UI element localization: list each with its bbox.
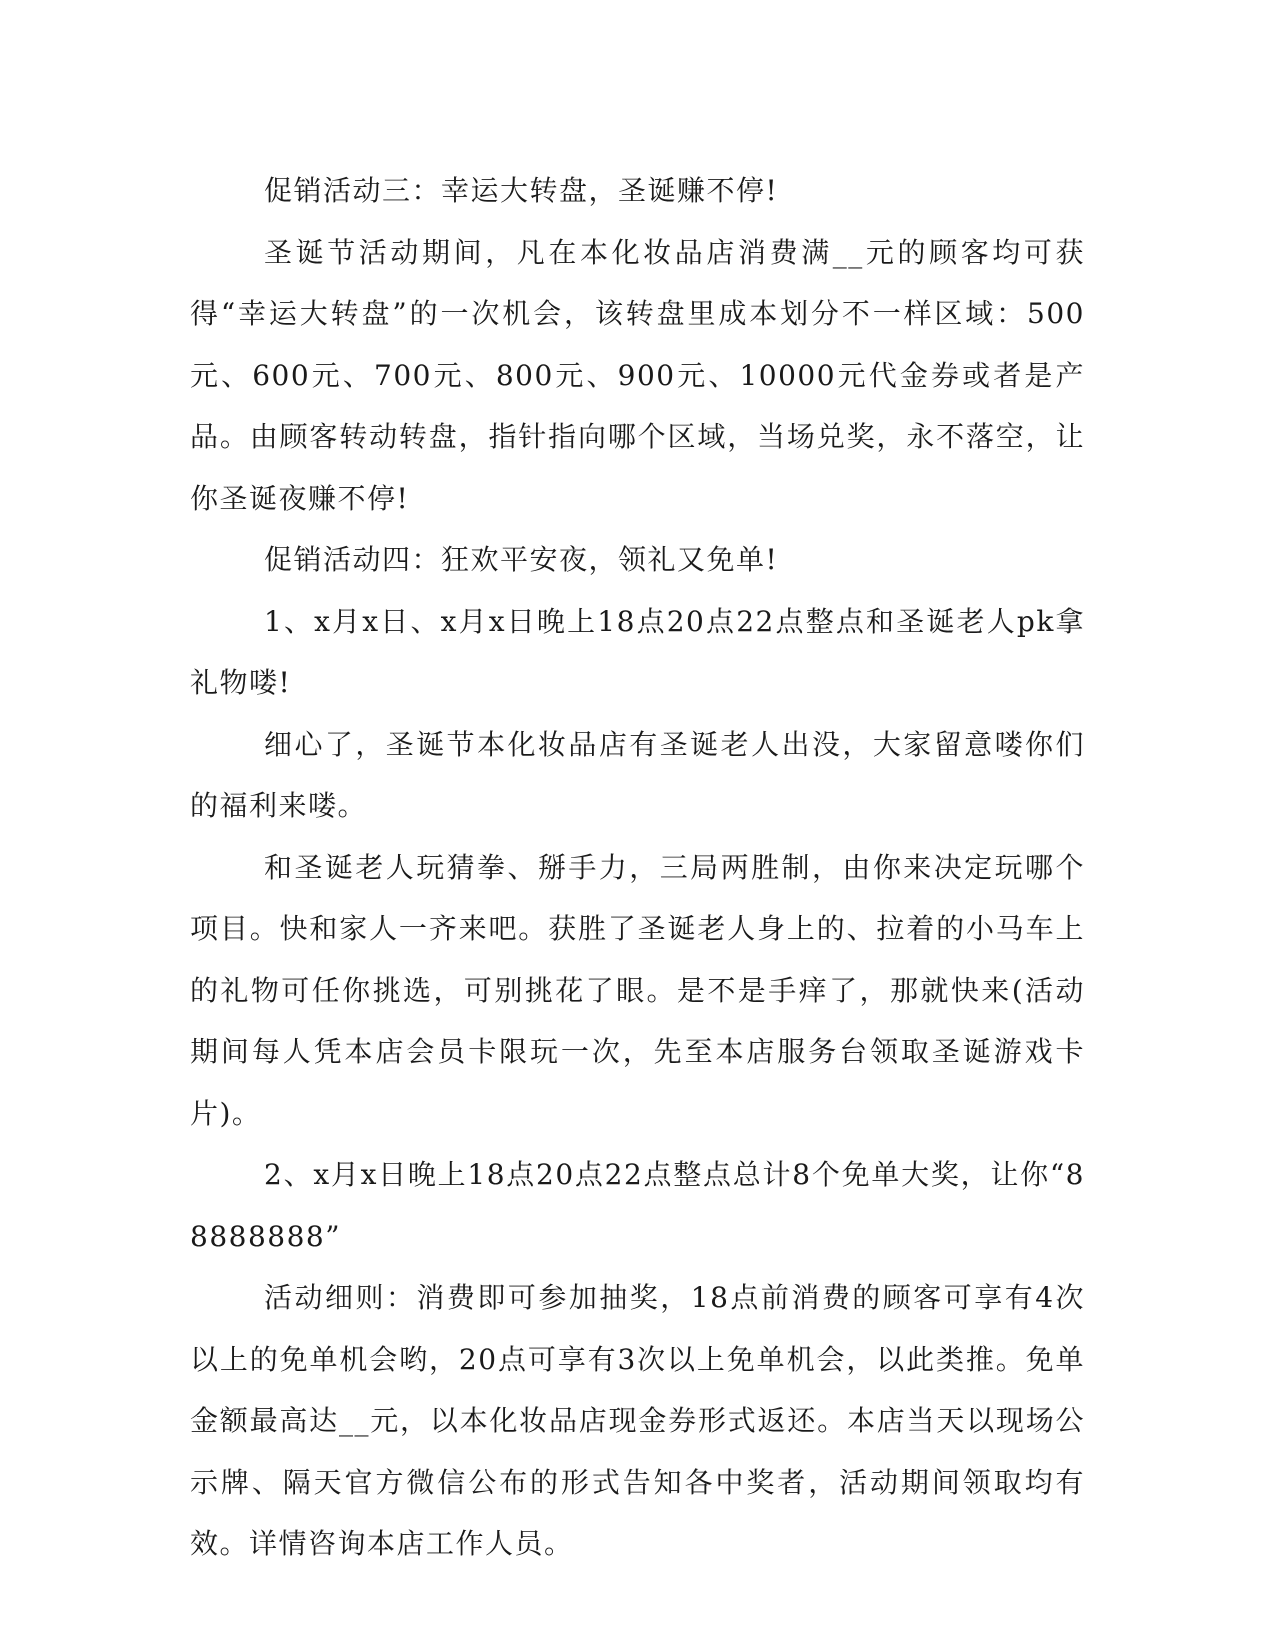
paragraph-santa-games: 和圣诞老人玩猜拳、掰手力，三局两胜制，由你来决定玩哪个项目。快和家人一齐来吧。获胜了圣诞老人身上的、拉着的小马车上的礼物可任你挑选，可别挑花了眼。是不是手痒了，那就快来(活动期间每人凭本店会员卡限玩一次，先至本店服务台领取圣诞游戏卡片)。: [190, 850, 1085, 1130]
paragraph-promo-three-title: 促销活动三：幸运大转盘，圣诞赚不停!: [264, 174, 779, 207]
document-body: [190, 160, 1085, 1575]
paragraph-santa-pk: 1、x月x日、x月x日晚上18点20点22点整点和圣诞老人pk拿礼物喽!: [190, 604, 1085, 699]
paragraph-free-order-prizes: 2、x月x日晚上18点20点22点整点总计8个免单大奖，让你“88888888”: [190, 1158, 1085, 1253]
paragraph-activity-rules: 活动细则：消费即可参加抽奖，18点前消费的顾客可享有4次以上的免单机会哟，20点可享有3次以上免单机会，以此类推。免单金额最高达__元，以本化妆品店现金券形式返还。本店当天以现场公示牌、隔天官方微信公布的形式告知各中奖者，活动期间领取均有效。详情咨询本店工作人员。: [190, 1281, 1085, 1560]
paragraph-promo-four-title: 促销活动四：狂欢平安夜，领礼又免单!: [264, 543, 779, 576]
paragraph-santa-appearance: 细心了，圣诞节本化妆品店有圣诞老人出没，大家留意喽你们的福利来喽。: [190, 727, 1085, 822]
paragraph-lucky-wheel-details: 圣诞节活动期间，凡在本化妆品店消费满__元的顾客均可获得“幸运大转盘”的一次机会，该转盘里成本划分不一样区域：500元、600元、700元、800元、900元、10000元代金券或者是产品。由顾客转动转盘，指针指向哪个区域，当场兑奖，永不落空，让你圣诞夜赚不停!: [190, 235, 1085, 515]
